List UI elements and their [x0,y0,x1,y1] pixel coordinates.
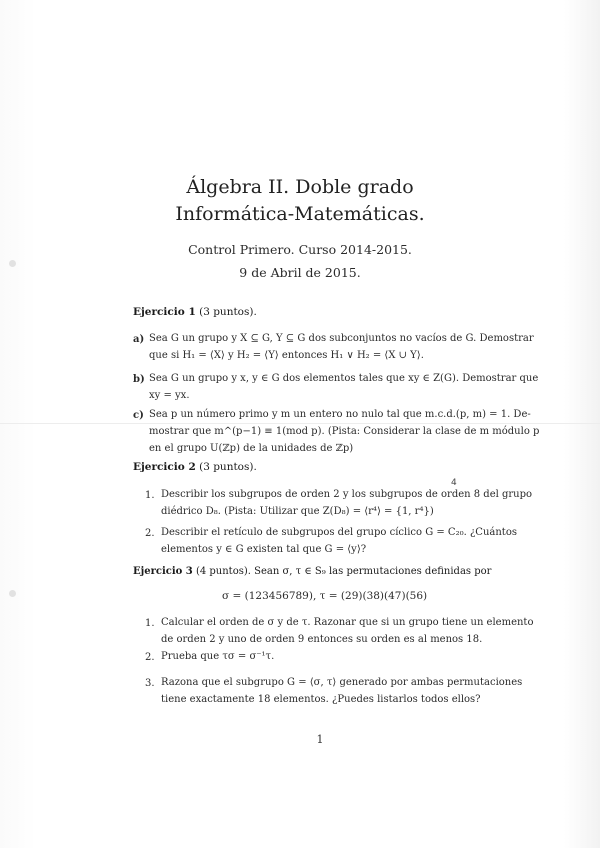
ejercicio-2-title: Ejercicio 2 [133,461,196,473]
ej2-item-2-line-1: Describir el retículo de subgrupos del grupo cíclico G = C₂₀. ¿Cuántos [161,527,517,538]
ej3-item-2-number: 2. [145,652,155,663]
title-line-1: Álgebra II. Doble grado [186,176,414,198]
item-b-line-1: Sea G un grupo y x, y ∈ G dos elementos tales que xy ∈ Z(G). Demostrar que [149,373,539,384]
ej3-item-3-number: 3. [145,678,155,689]
item-c [149,406,539,457]
exam-date: 9 de Abril de 2015. [239,265,361,280]
item-b [149,370,538,404]
ejercicio-3-intro: (4 puntos). Sean σ, τ ∈ S₉ las permutaciones definidas por [195,566,492,577]
item-b-line-2: xy = yx. [149,390,190,401]
ej2-item-2-line-2: elementos y ∈ G existen tal que G = ⟨y⟩? [161,544,367,555]
ej2-item-1-line-2: diédrico D₈. (Pista: Utilizar que Z(D₈) = ⟨r⁴⟩ = {1, r⁴}) [161,506,434,517]
handwritten-mark: 4 [451,478,457,488]
ej3-item-1 [161,614,533,648]
ej3-item-3 [161,674,522,708]
ej2-item-1-number: 1. [145,490,155,501]
title-line-2: Informática-Matemáticas. [175,203,425,225]
ej3-item-2 [161,648,274,665]
ej3-item-1-number: 1. [145,618,155,629]
item-c-line-2: mostrar que m^(p−1) ≡ 1(mod p). (Pista: Considerar la clase de m módulo p [149,426,540,437]
item-a-line-1: Sea G un grupo y X ⊆ G, Y ⊆ G dos subconjuntos no vacíos de G. Demostrar [149,333,534,344]
item-c-line-3: en el grupo U(ℤp) de la unidades de ℤp) [149,443,354,454]
ej2-item-1 [161,486,532,520]
ejercicio-1-heading [133,306,257,318]
ejercicio-3-heading [133,566,491,577]
item-a [149,330,534,364]
ejercicio-1-title: Ejercicio 1 [133,306,196,318]
item-a-line-2: que si H₁ = ⟨X⟩ y H₂ = ⟨Y⟩ entonces H₁ ∨ H₂ = ⟨X ∪ Y⟩. [149,350,424,361]
ej3-item-1-line-1: Calcular el orden de σ y de τ. Razonar que si un grupo tiene un elemento [161,617,534,628]
ejercicio-2-points: (3 puntos). [199,461,257,473]
ejercicio-1-points: (3 puntos). [199,306,257,318]
ejercicio-2-heading [133,461,257,473]
permutation-definitions: σ = (123456789), τ = (29)(38)(47)(56) [222,590,428,602]
ej3-item-2-line-1: Prueba que τσ = σ⁻¹τ. [161,651,275,662]
item-c-label: c) [133,410,144,421]
ej2-item-2 [161,524,517,558]
ej2-item-1-line-1: Describir los subgrupos de orden 2 y los subgrupos de orden 8 del grupo [161,489,533,500]
ej3-item-3-line-2: tiene exactamente 18 elementos. ¿Puedes listarlos todos ellos? [161,694,481,705]
ejercicio-3-title: Ejercicio 3 [133,566,193,577]
item-b-label: b) [133,374,145,385]
page-number: 1 [316,733,324,746]
item-a-label: a) [133,334,145,345]
ej2-item-2-number: 2. [145,528,155,539]
control-subtitle: Control Primero. Curso 2014-2015. [188,242,412,257]
ej3-item-1-line-2: de orden 2 y uno de orden 9 entonces su orden es al menos 18. [161,634,483,645]
ej3-item-3-line-1: Razona que el subgrupo G = ⟨σ, τ⟩ generado por ambas permutaciones [161,677,523,688]
item-c-line-1: Sea p un número primo y m un entero no nulo tal que m.c.d.(p, m) = 1. De- [149,409,531,420]
punch-hole [9,590,16,597]
